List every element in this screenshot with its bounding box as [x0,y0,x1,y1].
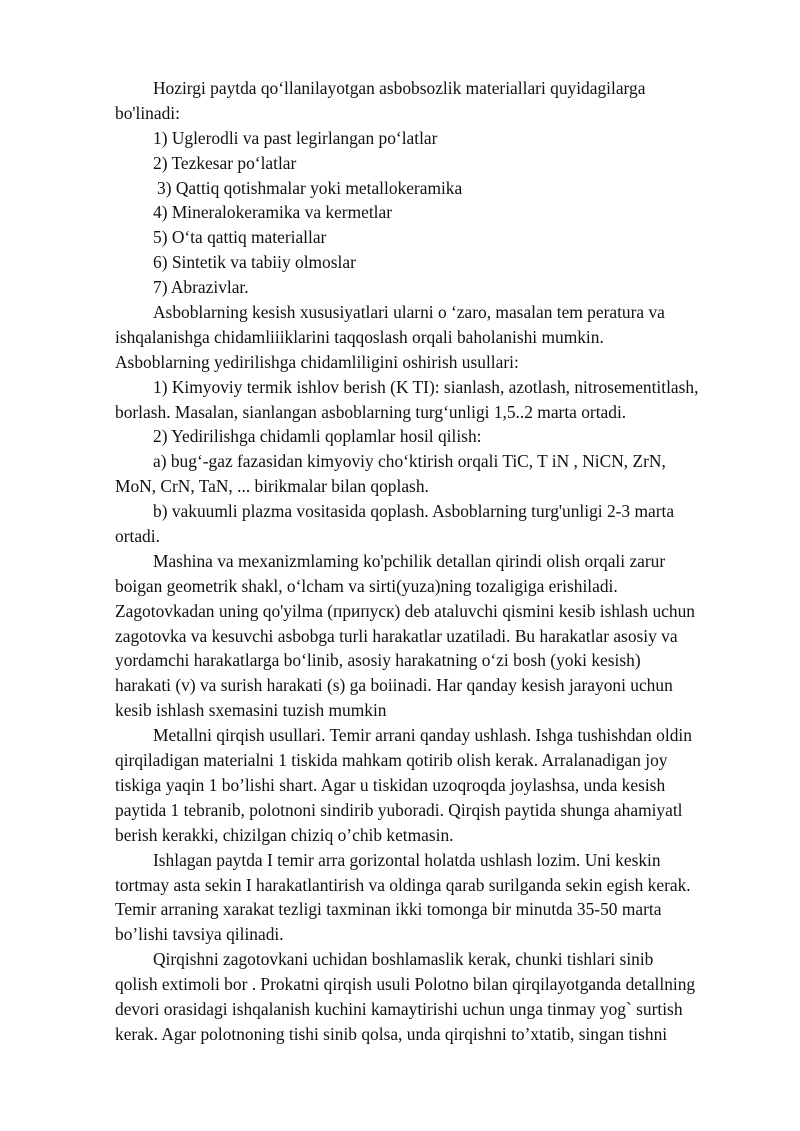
text-line: harakati (v) va surish harakati (s) ga boiinadi. Har qanday kesish jarayoni uchun [115,675,673,696]
text-line: boigan geometrik shakl, o‘lcham va sirti(yuza)ning tozaligiga erishiladi. [115,575,618,596]
body-text [115,76,755,1047]
text-line: qolish extimoli bor . Prokatni qirqish usuli Polotno bilan qirqilayotganda detallning [115,974,696,995]
text-line: 2) Yedirilishga chidamli qoplamlar hosil qilish: [153,426,482,447]
text-line: bo’lishi tavsiya qilinadi. [115,924,284,945]
text-line: 5) O‘ta qattiq materiallar [153,227,327,248]
text-line: bo'linadi: [115,102,180,123]
text-line: b) vakuumli plazma vositasida qoplash. Asboblarning turg'unligi 2-3 marta [153,501,675,522]
text-line: MoN, CrN, TaN, ... birikmalar bilan qoplash. [115,476,429,497]
text-line: qirqiladigan materialni 1 tiskida mahkam qotirib olish kerak. Arralanadigan joy [115,750,668,771]
text-line: 1) Kimyoviy termik ishlov berish (K TI): sianlash, azotlash, nitrosementitlash, [153,376,699,397]
text-line: yordamchi harakatlarga bo‘linib, asosiy harakatning o‘zi bosh (yoki kesish) [115,650,641,671]
text-line: kerak. Agar polotnoning tishi sinib qolsa, unda qirqishni to’xtatib, singan tishni [115,1023,668,1044]
text-line: 1) Uglerodli va past legirlangan po‘latlar [153,127,438,148]
text-line: Ishlagan paytda I temir arra gorizontal holatda ushlash lozim. Uni keskin [153,849,661,870]
text-line: ortadi. [115,526,160,547]
text-line: tiskiga yaqin 1 bo’lishi shart. Agar u tiskidan uzoqroqda joylashsa, unda kesish [115,774,666,795]
text-line: Hozirgi paytda qo‘llanilayotgan asbobsozlik materiallari quyidagilarga [153,78,646,98]
text-line: tortmay asta sekin I harakatlantirish va oldinga qarab surilganda sekin egish kerak. [115,874,691,895]
text-line: Metallni qirqish usullari. Temir arrani qanday ushlash. Ishga tushishdan oldin [153,725,692,746]
text-line: Temir arraning xarakat tezligi taxminan ikki tomonga bir minutda 35-50 marta [115,899,662,920]
text-line: 3) Qattiq qotishmalar yoki metallokeramika [157,177,463,198]
text-line: 6) Sintetik va tabiiy olmoslar [153,252,356,273]
text-line: a) bug‘-gaz fazasidan kimyoviy cho‘ktirish orqali TiC, T iN , NiCN, ZrN, [153,451,666,472]
text-line: paytida 1 tebranib, polotnoni sindirib yuboradi. Qirqish paytida shunga ahamiyatl [115,799,683,820]
text-line: 7) Abrazivlar. [153,277,249,298]
text-line: Zagotovkadan uning qo'yilma (припуск) deb ataluvchi qismini kesib ishlash uchun [115,600,695,621]
text-line: borlash. Masalan, sianlangan asboblarning turg‘unligi 1,5..2 marta ortadi. [115,401,627,422]
text-line: kesib ishlash sxemasini tuzish mumkin [115,700,387,721]
text-line: Asboblarning yedirilishga chidamliligini oshirish usullari: [115,351,519,372]
text-line: 2) Tezkesar po‘latlar [153,152,297,173]
text-line: Mashina va mexanizmlaming ko'pchilik detallan qirindi olish orqali zarur [153,550,666,571]
text-line: Asboblarning kesish xususiyatlari ularni o ‘zaro, masalan tem peratura va [153,302,665,323]
text-line: Qirqishni zagotovkani uchidan boshlamaslik kerak, chunki tishlari sinib [153,949,654,970]
text-line: berish kerakki, chizilgan chiziq o’chib ketmasin. [115,824,454,845]
text-line: 4) Mineralokeramika va kermetlar [153,202,393,223]
text-line: ishqalanishga chidamliiiklarini taqqoslash orqali baholanishi mumkin. [115,326,604,347]
text-line: zagotovka va kesuvchi asbobga turli harakatlar uzatiladi. Bu harakatlar asosiy va [115,625,678,646]
text-line: devori orasidagi ishqalanish kuchini kamaytirishi uchun unga tinmay yog` surtish [115,998,683,1019]
